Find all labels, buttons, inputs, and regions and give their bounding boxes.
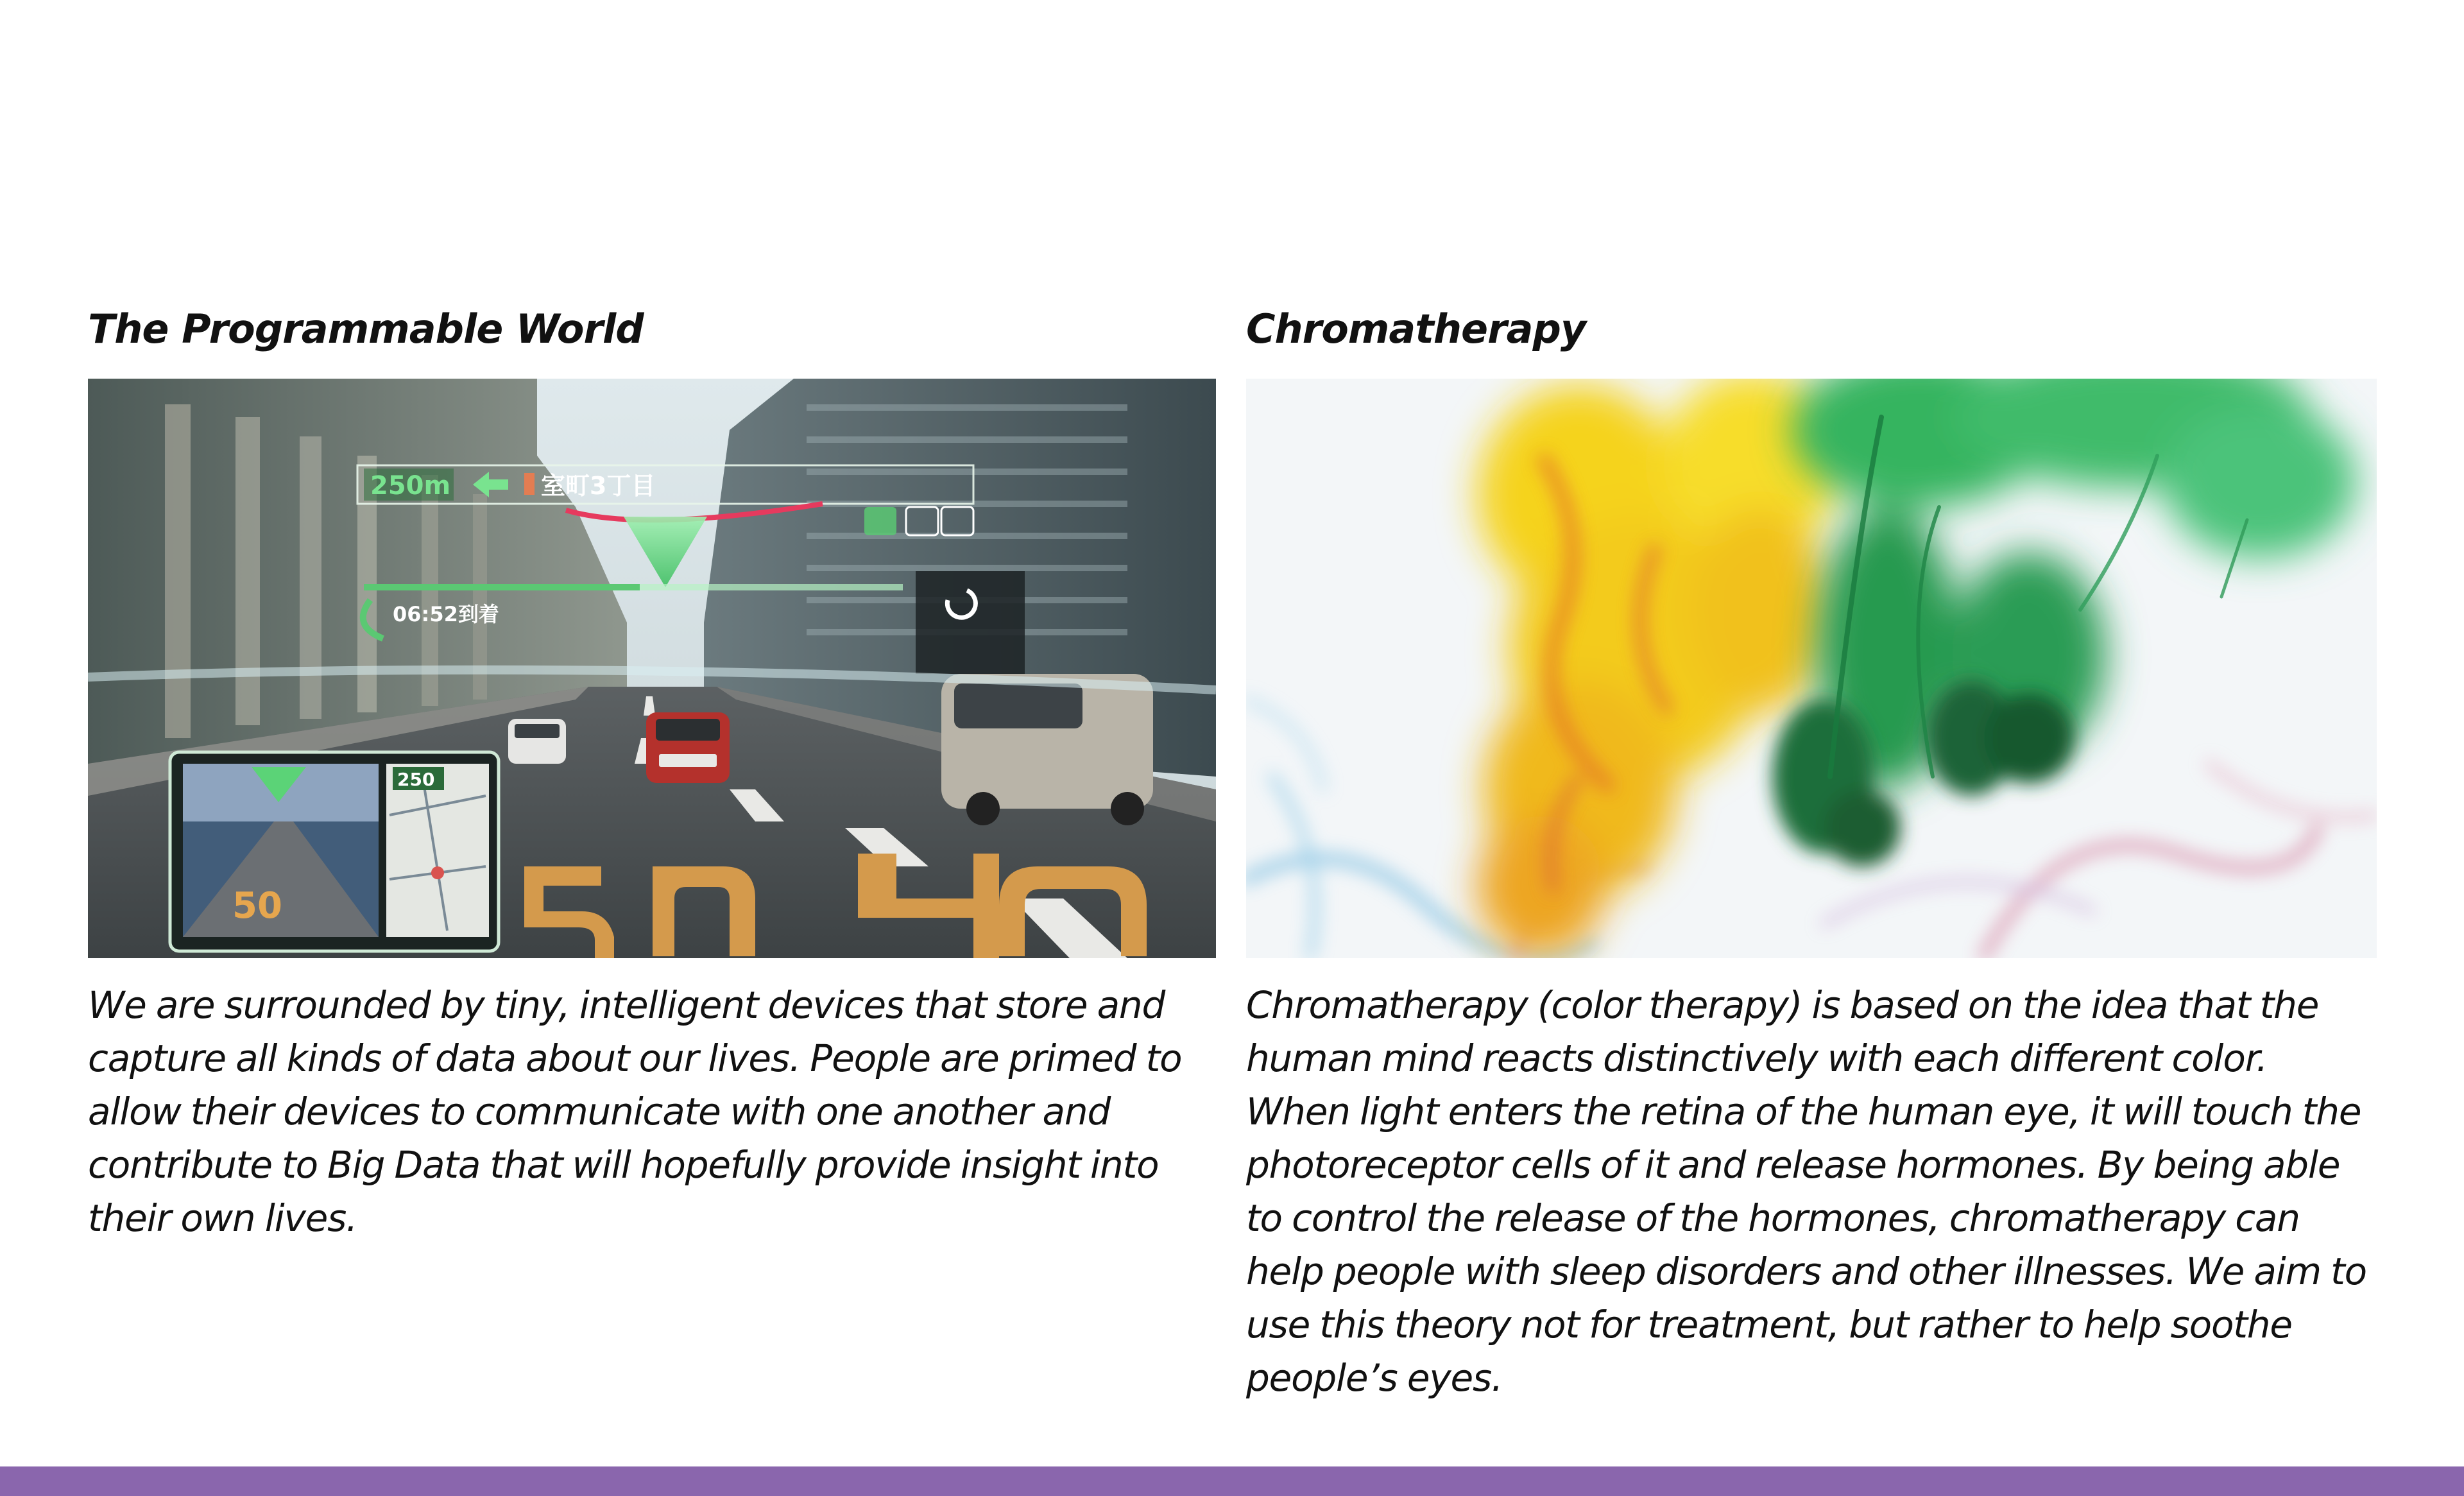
programmable-world-section — [88, 302, 1216, 1240]
svg-text:室町3丁目: 室町3丁目 — [541, 472, 656, 500]
ink-in-water-image — [1246, 379, 2377, 958]
ink-cloud-illustration — [1246, 379, 2377, 958]
svg-text:250m: 250m — [370, 471, 451, 501]
svg-text:50: 50 — [232, 885, 282, 927]
chromatherapy-section — [1246, 302, 2377, 1400]
section-title: The Programmable World — [88, 305, 644, 352]
section-caption: Chromatherapy (color therapy) is based on the idea that the human mind reacts distinctively with each different color. When light enters the retina of the human eye, it will touch the photoreceptor cells of it and release hormones. By being able to control the release of the hormones, chromatherapy can help people with sleep disorders and other illnesses. We aim to use this theory not for treatment, but rather to help soothe people’s eyes. — [1246, 983, 2366, 1400]
footer-accent-bar — [0, 1466, 2464, 1496]
section-caption: We are surrounded by tiny, intelligent devices that store and capture all kinds of data about our lives. People are primed to allow their devices to communicate with one another and contribute to Big Data that will hopefully provide insight into their own lives. — [88, 983, 1182, 1240]
svg-text:06:52到着: 06:52到着 — [393, 602, 499, 626]
ar-navigation-image — [88, 379, 1216, 958]
section-title: Chromatherapy — [1246, 305, 1586, 352]
nav-inset — [170, 752, 499, 951]
svg-text:250: 250 — [397, 769, 435, 790]
ar-street-scene — [88, 379, 1216, 958]
